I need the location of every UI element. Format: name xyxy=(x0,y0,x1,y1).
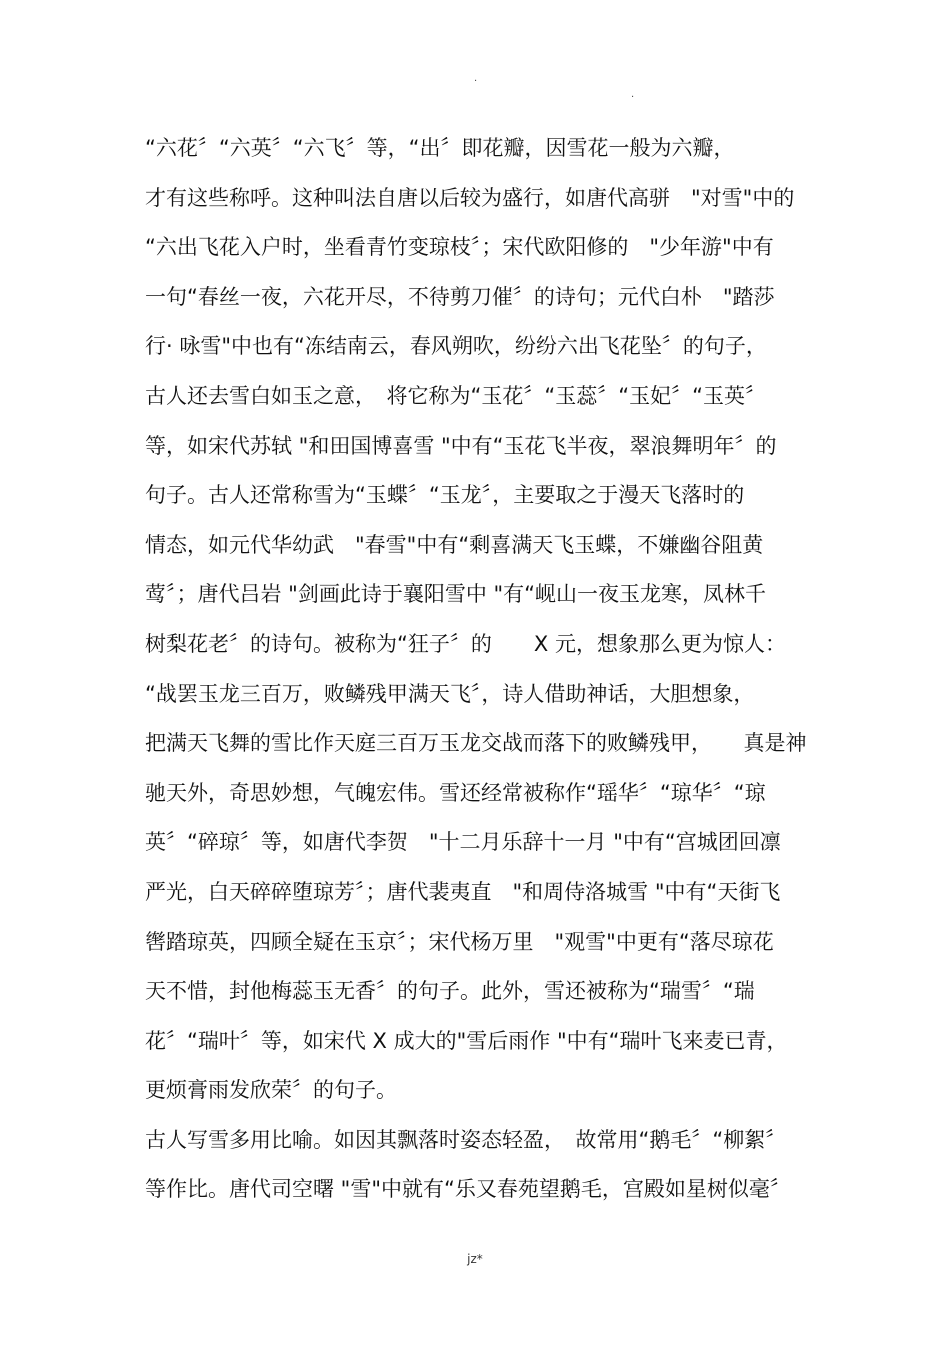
text-line: 英〞“碎琼〞等，如唐代李贺 "十二月乐辞十一月 "中有“宫城团回凛 xyxy=(145,830,781,855)
text-line: 句子。古人还常称雪为“玉蝶〞“玉龙〞，主要取之于漫天飞落时的 xyxy=(145,483,745,508)
text-line: 莺〞；唐代吕岩 "剑画此诗于襄阳雪中 "有“岘山一夜玉龙寒，凤林千 xyxy=(145,582,767,607)
body-text xyxy=(145,124,815,1215)
text-line: 更烦膏雨发欣荣〞的句子。 xyxy=(145,1078,397,1103)
text-line: 情态，如元代华幼武 "春雪"中有“剩喜满天飞玉蝶，不嫌幽谷阻黄 xyxy=(145,532,764,557)
header-dot-right: . xyxy=(631,89,635,100)
text-line: “六出飞花入户时，坐看青竹变琼枝〞；宋代欧阳修的 "少年游"中有 xyxy=(145,235,774,260)
text-line: 把满天飞舞的雪比作天庭三百万玉龙交战而落下的败鳞残甲， 真是神 xyxy=(145,731,807,756)
text-line: 树梨花老〞的诗句。被称为“狂子〞的 X 元，想象那么更为惊人： xyxy=(145,631,786,656)
text-line: 花〞“瑞叶〞等，如宋代 X 成大的"雪后雨作 "中有“瑞叶飞来麦已青， xyxy=(145,1028,788,1053)
text-line: 古人写雪多用比喻。如因其飘落时姿态轻盈， 故常用“鹅毛〞“柳絮〞 xyxy=(145,1127,787,1152)
header-dot-left: . xyxy=(474,73,478,84)
text-line: “战罢玉龙三百万，败鳞残甲满天飞〞，诗人借助神话，大胆想象， xyxy=(145,681,755,706)
text-line: 等，如宋代苏轼 "和田国博喜雪 "中有“玉花飞半夜，翠浪舞明年〞的 xyxy=(145,433,777,458)
text-line: “六花〞“六英〞“六飞〞等，“出〞即花瓣，因雪花一般为六瓣， xyxy=(145,136,735,160)
text-line: 辔踏琼英，四顾全疑在玉京〞；宋代杨万里 "观雪"中更有“落尽琼花 xyxy=(145,929,774,954)
text-line: 天不惜，封他梅蕊玉无香〞的句子。此外，雪还被称为“瑞雪〞“瑞 xyxy=(145,979,755,1004)
text-line: 古人还去雪白如玉之意， 将它称为“玉花〞“玉蕊〞“玉妃〞“玉英〞 xyxy=(145,383,767,408)
text-line: 才有这些称呼。这种叫法自唐以后较为盛行，如唐代高骈 "对雪"中的 xyxy=(145,185,795,210)
text-line: 驰天外，奇思妙想，气魄宏伟。雪还经常被称作“瑶华〞“琼华〞“琼 xyxy=(145,780,766,805)
text-line: 一句“春丝一夜，六花开尽，不待剪刀催〞的诗句；元代白朴 "踏莎 xyxy=(145,284,775,309)
text-line: 等作比。唐代司空曙 "雪"中就有“乐又春苑望鹅毛，宫殿如星树似毫〞 xyxy=(145,1177,791,1202)
text-line: 行· 咏雪"中也有“冻结南云，春风朔吹，纷纷六出飞花坠〞的句子， xyxy=(145,334,767,359)
text-line: 严光，白天碎碎堕琼芳〞；唐代裴夷直 "和周侍洛城雪 "中有“天街飞 xyxy=(145,879,781,904)
page-footer: jz* xyxy=(467,1252,483,1266)
